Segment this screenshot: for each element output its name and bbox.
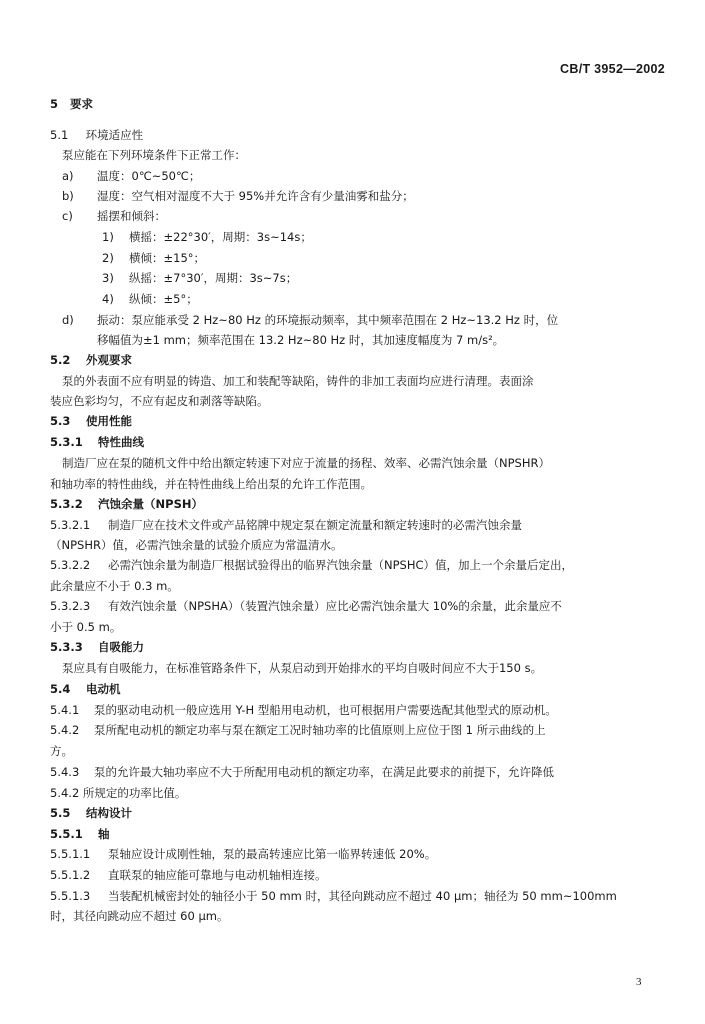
clause-text: 直联泵的轴应能可靠地与电动机轴相连接。 bbox=[108, 868, 327, 882]
sub-item-3 bbox=[102, 271, 297, 285]
clause-5-3-2-1 bbox=[50, 518, 522, 532]
list-marker: c) bbox=[62, 209, 73, 223]
paragraph-line: 装应色彩均匀，不应有起皮和剥落等缺陷。 bbox=[50, 394, 269, 408]
section-title: 汽蚀余量（NPSH） bbox=[98, 497, 203, 511]
paragraph-line: （NPSHR）值，必需汽蚀余量的试验介质应为常温清水。 bbox=[50, 538, 343, 552]
sub-item-2 bbox=[102, 251, 205, 265]
list-text: 横摇：±22°30′，周期：3s~14s； bbox=[129, 230, 312, 244]
paragraph-line: 此余量应不小于 0.3 m。 bbox=[50, 579, 179, 593]
sub-item-4 bbox=[102, 292, 198, 306]
clause-text: 必需汽蚀余量为制造厂根据试验得出的临界汽蚀余量（NPSHC）值，加上一个余量后定出， bbox=[108, 558, 574, 572]
section-number: 5 bbox=[50, 97, 59, 111]
section-title: 结构设计 bbox=[86, 806, 133, 820]
page-number: 3 bbox=[636, 976, 642, 988]
list-text: 湿度：空气相对湿度不大于 95%并允许含有少量油雾和盐分； bbox=[97, 189, 414, 203]
list-text: 温度：0℃~50℃； bbox=[97, 169, 201, 183]
list-item-a bbox=[62, 169, 200, 183]
clause-number: 5.5.1.2 bbox=[50, 868, 91, 882]
section-number: 5.5.1 bbox=[50, 827, 83, 841]
clause-5-4-3 bbox=[50, 765, 554, 779]
clause-5-4-1 bbox=[50, 703, 557, 717]
section-number: 5.3 bbox=[50, 414, 71, 428]
clause-5-5-1-2 bbox=[50, 868, 327, 882]
paragraph-line: 方。 bbox=[50, 744, 73, 758]
section-number: 5.2 bbox=[50, 353, 71, 367]
list-marker: 2) bbox=[102, 251, 114, 265]
section-5-3-heading bbox=[50, 414, 132, 428]
paragraph-line: 泵应具有自吸能力，在标准管路条件下，从泵启动到开始排水的平均自吸时间应不大于150 s。 bbox=[62, 661, 543, 675]
clause-text: 泵的驱动电动机一般应选用 Y-H 型船用电动机，也可根据用户需要选配其他型式的原动机。 bbox=[94, 703, 557, 717]
list-marker: 4) bbox=[102, 292, 114, 306]
clause-number: 5.3.2.2 bbox=[50, 558, 91, 572]
clause-number: 5.4.1 bbox=[50, 703, 80, 717]
clause-5-4-2 bbox=[50, 723, 546, 737]
section-number: 5.4 bbox=[50, 682, 71, 696]
clause-text: 泵轴应设计成刚性轴，泵的最高转速应比第一临界转速低 20%。 bbox=[108, 847, 437, 861]
clause-text: 泵的允许最大轴功率应不大于所配用电动机的额定功率，在满足此要求的前提下，允许降低 bbox=[94, 765, 554, 779]
section-number: 5.5 bbox=[50, 806, 71, 820]
section-title: 要求 bbox=[70, 97, 94, 111]
list-marker: 1) bbox=[102, 230, 114, 244]
clause-text: 制造厂应在技术文件或产品铭牌中规定泵在额定流量和额定转速时的必需汽蚀余量 bbox=[108, 518, 522, 532]
section-title: 轴 bbox=[98, 827, 110, 841]
section-title: 特性曲线 bbox=[98, 435, 145, 449]
paragraph-line: 5.4.2 所规定的功率比值。 bbox=[50, 786, 187, 800]
clause-text: 泵所配电动机的额定功率与泵在额定工况时轴功率的比值原则上应位于图 1 所示曲线的上 bbox=[94, 723, 546, 737]
list-marker: d) bbox=[62, 313, 74, 327]
clause-number: 5.5.1.3 bbox=[50, 889, 91, 903]
paragraph-line: 小于 0.5 m。 bbox=[50, 620, 122, 634]
list-text: 纵摇：±7°30′，周期：3s~7s； bbox=[129, 271, 298, 285]
list-marker: b) bbox=[62, 189, 74, 203]
section-5-1-heading bbox=[50, 128, 143, 142]
section-title: 使用性能 bbox=[86, 414, 133, 428]
paragraph-line: 时，其径向跳动应不超过 60 μm。 bbox=[50, 909, 229, 923]
section-number: 5.1 bbox=[50, 128, 69, 142]
list-text: 横倾：±15°； bbox=[129, 251, 206, 265]
section-5-2-heading bbox=[50, 353, 132, 367]
clause-number: 5.3.2.3 bbox=[50, 599, 91, 613]
section-title: 自吸能力 bbox=[98, 640, 145, 654]
section-title: 环境适应性 bbox=[85, 128, 144, 142]
clause-5-5-1-3 bbox=[50, 889, 617, 903]
section-5-3-1-heading bbox=[50, 435, 144, 449]
section-number: 5.3.3 bbox=[50, 640, 83, 654]
clause-number: 5.4.3 bbox=[50, 765, 80, 779]
section-5-5-1-heading bbox=[50, 827, 110, 841]
paragraph-line: 移幅值为±1 mm；频率范围在 13.2 Hz~80 Hz 时，其加速度幅度为 7 m/s²。 bbox=[97, 333, 505, 347]
list-item-b bbox=[62, 189, 414, 203]
paragraph-line: 和轴功率的特性曲线，并在特性曲线上给出泵的允许工作范围。 bbox=[50, 477, 372, 491]
section-5-3-2-heading bbox=[50, 497, 203, 511]
clause-text: 当装配机械密封处的轴径小于 50 mm 时，其径向跳动应不超过 40 μm；轴径为 50 mm~100mm bbox=[108, 889, 617, 903]
clause-5-3-2-2 bbox=[50, 558, 573, 572]
section-5-heading bbox=[50, 97, 93, 111]
section-5-4-heading bbox=[50, 682, 121, 696]
clause-text: 有效汽蚀余量（NPSHA）（装置汽蚀余量）应比必需汽蚀余量大 10%的余量，此余量应不 bbox=[108, 599, 562, 613]
clause-number: 5.4.2 bbox=[50, 723, 80, 737]
standard-code: CB/T 3952—2002 bbox=[560, 62, 665, 76]
sub-item-1 bbox=[102, 230, 312, 244]
paragraph-line: 制造厂应在泵的随机文件中给出额定转速下对应于流量的扬程、效率、必需汽蚀余量（NPSHR） bbox=[62, 456, 550, 470]
list-marker: a) bbox=[62, 169, 74, 183]
list-marker: 3) bbox=[102, 271, 114, 285]
paragraph-line: 泵的外表面不应有明显的铸造、加工和装配等缺陷，铸件的非加工表面均应进行清理。表面涂 bbox=[62, 374, 534, 388]
section-number: 5.3.1 bbox=[50, 435, 83, 449]
clause-5-3-2-3 bbox=[50, 599, 562, 613]
section-title: 外观要求 bbox=[86, 353, 133, 367]
clause-number: 5.3.2.1 bbox=[50, 518, 91, 532]
list-text: 摇摆和倾斜： bbox=[97, 209, 166, 223]
list-item-d bbox=[62, 313, 558, 327]
section-5-5-heading bbox=[50, 806, 132, 820]
section-title: 电动机 bbox=[86, 682, 121, 696]
paragraph-line: 泵应能在下列环境条件下正常工作： bbox=[62, 148, 246, 162]
list-text: 振动：泵应能承受 2 Hz~80 Hz 的环境振动频率，其中频率范围在 2 Hz~13.2 Hz 时，位 bbox=[97, 313, 559, 327]
list-text: 纵倾：±5°； bbox=[129, 292, 198, 306]
clause-number: 5.5.1.1 bbox=[50, 847, 91, 861]
section-number: 5.3.2 bbox=[50, 497, 83, 511]
section-5-3-3-heading bbox=[50, 640, 144, 654]
list-item-c bbox=[62, 209, 166, 223]
clause-5-5-1-1 bbox=[50, 847, 436, 861]
